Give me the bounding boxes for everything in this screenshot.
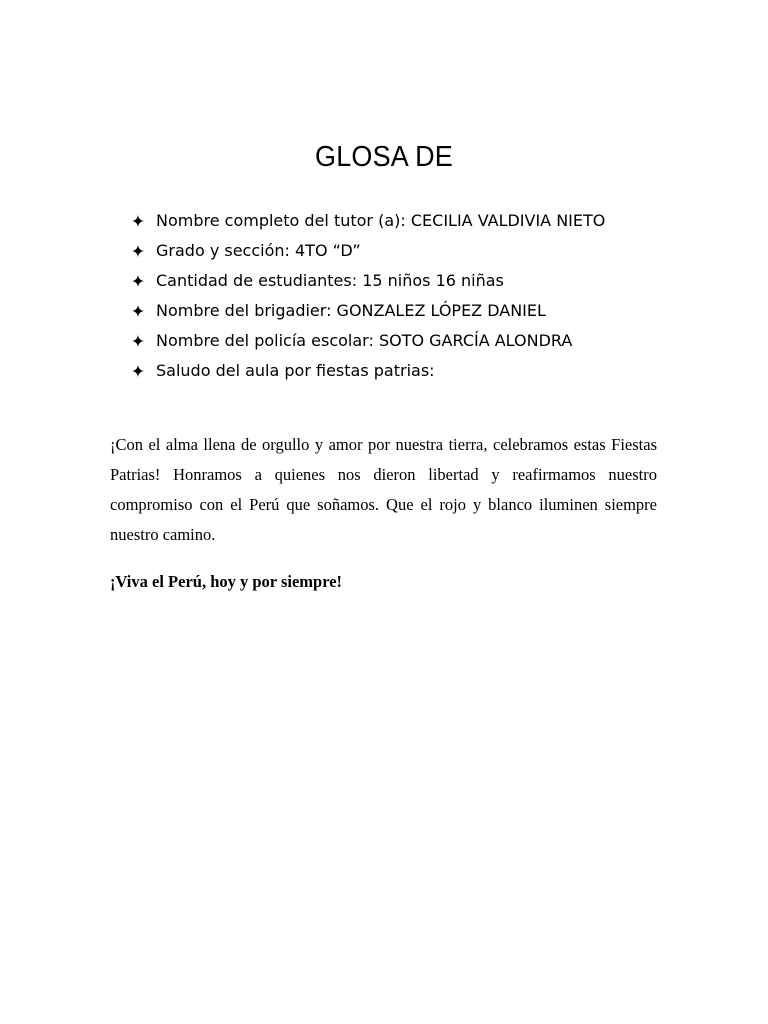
list-item-tutor (131, 206, 631, 236)
diamond-bullet-icon (131, 304, 145, 318)
list-item-label: Saludo del aula por fiestas patrias: (156, 361, 435, 380)
list-item-cantidad (131, 266, 631, 296)
list-item-label: Grado y sección: 4TO “D” (156, 241, 361, 260)
closing-line: ¡Viva el Perú, hoy y por siempre! (110, 572, 343, 591)
list-item-saludo (131, 356, 631, 386)
page-title: GLOSA DE (315, 141, 453, 173)
list-item-label: Nombre del policía escolar: SOTO GARCÍA ALONDRA (156, 331, 573, 350)
list-item-grado (131, 236, 631, 266)
info-list (131, 206, 631, 386)
diamond-bullet-icon (131, 364, 145, 378)
list-item-label: Nombre del brigadier: GONZALEZ LÓPEZ DANIEL (156, 301, 546, 320)
body-paragraph: ¡Con el alma llena de orgullo y amor por nuestra tierra, celebramos estas Fiestas Patrias! Honramos a quienes nos dieron libertad y reafirmamos nuestro compromiso con el Perú que soñamos. Que el rojo y blanco iluminen siempre nuestro camino. (110, 435, 657, 544)
list-item-label: Cantidad de estudiantes: 15 niños 16 niñas (156, 271, 504, 290)
diamond-bullet-icon (131, 334, 145, 348)
diamond-bullet-icon (131, 274, 145, 288)
list-item-policia (131, 326, 631, 356)
diamond-bullet-icon (131, 214, 145, 228)
list-item-label: Nombre completo del tutor (a): CECILIA VALDIVIA NIETO (156, 211, 606, 230)
diamond-bullet-icon (131, 244, 145, 258)
list-item-brigadier (131, 296, 631, 326)
